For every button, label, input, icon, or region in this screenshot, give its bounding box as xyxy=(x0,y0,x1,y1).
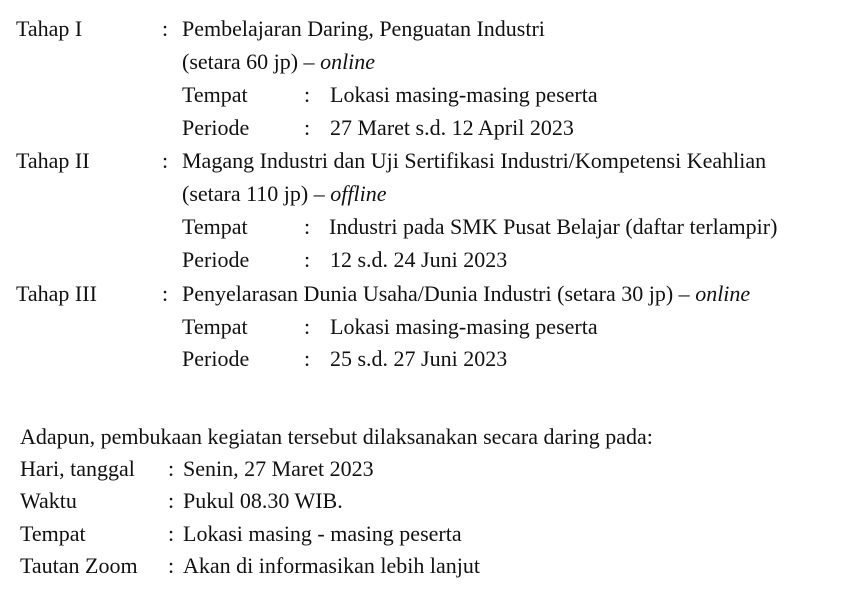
stage-2-periode: 12 s.d. 24 Juni 2023 xyxy=(330,247,508,272)
stage-3-title: Penyelarasan Dunia Usaha/Dunia Industri (setara 30 jp) – xyxy=(182,281,690,306)
stage-1-tempat-colon: : xyxy=(304,82,311,107)
stage-2-title: Magang Industri dan Uji Sertifikasi Industri/Kompetensi Keahlian xyxy=(182,148,767,173)
opening-value-time: Pukul 08.30 WIB. xyxy=(183,488,343,513)
stage-1-label: Tahap I xyxy=(16,16,83,41)
opening-value-date: Senin, 27 Maret 2023 xyxy=(183,456,374,481)
stage-3-tempat: Lokasi masing-masing peserta xyxy=(330,314,598,339)
stage-1-mode: online xyxy=(320,49,376,74)
stage-1-hours: (setara 60 jp) – xyxy=(182,49,315,74)
stage-3-periode-colon: : xyxy=(304,346,311,371)
stage-1-title: Pembelajaran Daring, Penguatan Industri xyxy=(182,16,545,41)
stage-3-label: Tahap III xyxy=(16,281,97,306)
opening-colon-date: : xyxy=(168,456,175,481)
stage-1-hours-line xyxy=(182,47,375,77)
stage-1-tempat: Lokasi masing-masing peserta xyxy=(330,82,598,107)
stage-1-periode: 27 Maret s.d. 12 April 2023 xyxy=(330,115,574,140)
stage-2-mode: offline xyxy=(330,181,387,206)
stage-2-tempat-label: Tempat xyxy=(182,214,248,239)
stage-1-tempat-label: Tempat xyxy=(182,82,248,107)
stage-2-label: Tahap II xyxy=(16,148,90,173)
stage-3-colon: : xyxy=(162,281,169,306)
stage-3-periode-label: Periode xyxy=(182,346,250,371)
opening-label-time: Waktu xyxy=(20,488,77,513)
stage-1-periode-label: Periode xyxy=(182,115,250,140)
opening-label-place: Tempat xyxy=(20,521,86,546)
stage-2-periode-colon: : xyxy=(304,247,311,272)
stage-2-tempat: Industri pada SMK Pusat Belajar (daftar terlampir) xyxy=(329,214,778,239)
stage-2-colon: : xyxy=(162,148,169,173)
stage-2-tempat-colon: : xyxy=(304,214,311,239)
stage-2-periode-label: Periode xyxy=(182,247,250,272)
stage-1-colon: : xyxy=(162,16,169,41)
stage-2-hours-line xyxy=(182,179,386,209)
opening-colon-place: : xyxy=(168,521,175,546)
stage-1-periode-colon: : xyxy=(304,115,311,140)
stage-3-periode: 25 s.d. 27 Juni 2023 xyxy=(330,346,508,371)
opening-intro: Adapun, pembukaan kegiatan tersebut dilaksanakan secara daring pada: xyxy=(20,424,653,449)
opening-colon-zoom: : xyxy=(168,553,175,578)
stage-3-tempat-label: Tempat xyxy=(182,314,248,339)
opening-value-zoom: Akan di informasikan lebih lanjut xyxy=(183,553,480,578)
stage-3-mode: online xyxy=(695,281,751,306)
opening-value-place: Lokasi masing - masing peserta xyxy=(183,521,462,546)
stage-3-tempat-colon: : xyxy=(304,314,311,339)
opening-label-zoom: Tautan Zoom xyxy=(20,553,138,578)
stage-3-title-line xyxy=(182,279,750,309)
opening-label-date: Hari, tanggal xyxy=(20,456,135,481)
opening-colon-time: : xyxy=(168,488,175,513)
stage-2-hours: (setara 110 jp) – xyxy=(182,181,325,206)
